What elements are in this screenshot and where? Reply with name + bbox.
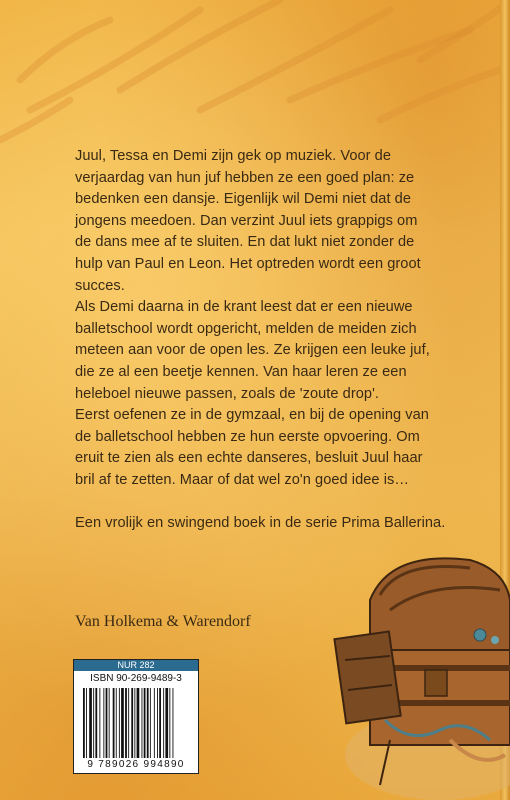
isbn-number: ISBN 90-269-9489-3: [74, 673, 198, 685]
ean-digits: 9 789026 994890: [87, 759, 185, 770]
blurb-line: verjaardag van hun juf hebben ze een goed plan: ze: [75, 169, 415, 186]
blurb-line: jongens meedoen. Dan verzint Juul iets grappigs om: [75, 212, 418, 229]
blurb-line: eruit te zien als een echte danseres, besluit Juul haar: [75, 450, 423, 467]
blurb-line: Eerst oefenen ze in de gymzaal, en bij de opening van: [75, 407, 429, 424]
isbn-barcode-box: [73, 659, 199, 774]
blurb-line: de dans mee af te sluiten. En dat lukt niet zonder de: [75, 234, 415, 251]
back-cover-blurb: [75, 146, 487, 535]
blurb-line: meteen aan voor de open les. Ze krijgen een leuke juf,: [75, 342, 430, 359]
blurb-line: bedenken een dansje. Eigenlijk wil Demi niet dat de: [75, 191, 411, 208]
publisher-name: Van Holkema & Warendorf: [75, 613, 251, 630]
blurb-line: succes.: [75, 277, 125, 294]
blurb-spacer: [75, 492, 487, 514]
blurb-line: balletschool wordt opgericht, melden de meiden zich: [75, 320, 417, 337]
blurb-line: Juul, Tessa en Demi zijn gek op muziek. Voor de: [75, 148, 392, 164]
series-line: Een vrolijk en swingend boek in de serie Prima Ballerina.: [75, 515, 446, 532]
blurb-line: hulp van Paul en Leon. Het optreden wordt een groot: [75, 255, 421, 272]
blurb-line: die ze al een beetje kennen. Van haar leren ze een: [75, 363, 407, 380]
treasure-chest-illustration: [330, 540, 510, 800]
blurb-line: heleboel nieuwe passen, zoals de 'zoute drop'.: [75, 385, 380, 402]
ean-barcode: [83, 688, 189, 758]
blurb-line: de balletschool hebben ze hun eerste opvoering. Om: [75, 428, 420, 445]
blurb-line: Als Demi daarna in de krant leest dat er een nieuwe: [75, 299, 413, 316]
blurb-line: bril af te zetten. Maar of dat wel zo'n goed idee is…: [75, 471, 409, 488]
nur-code: NUR 282: [74, 660, 198, 671]
